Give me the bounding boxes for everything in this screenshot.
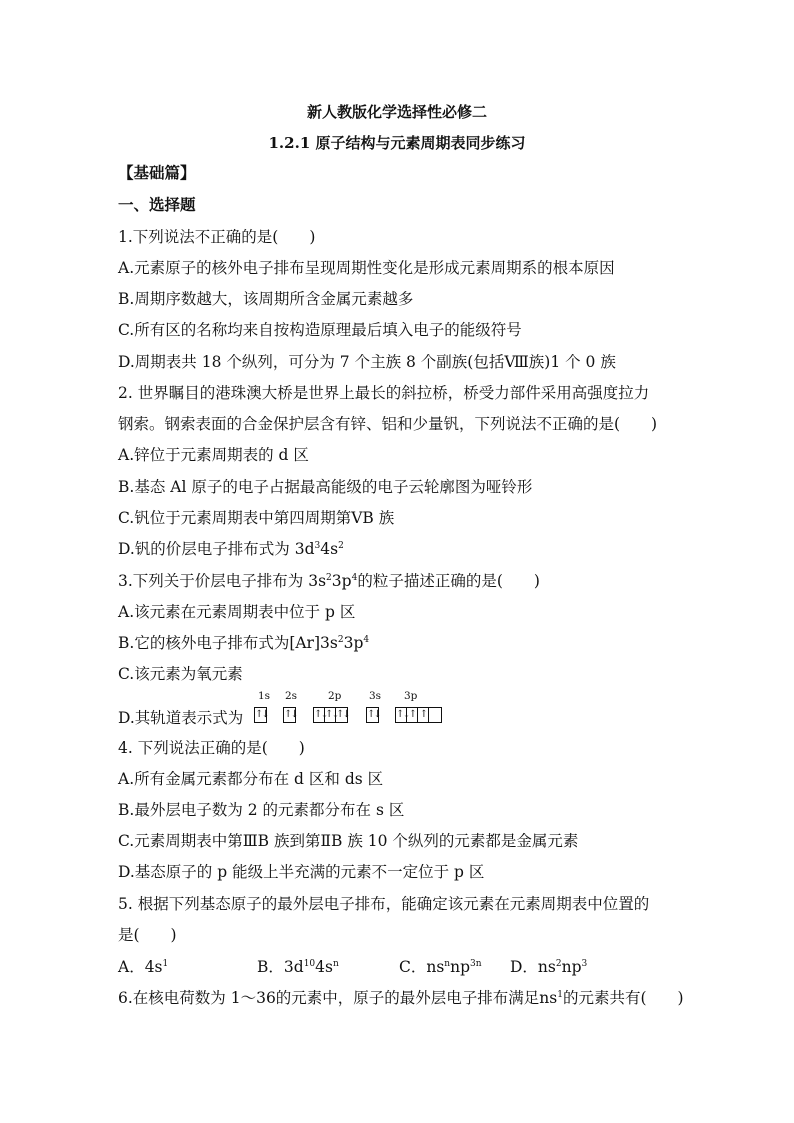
orbital-1s-box bbox=[254, 707, 267, 723]
q3-stem bbox=[118, 571, 540, 591]
q3-b-mid: 3p bbox=[343, 634, 364, 652]
q2-d-mid: 4s bbox=[320, 540, 339, 558]
q3-b-sup2: 4 bbox=[363, 635, 370, 645]
q3-b-prefix: B.它的核外电子排布式为[Ar]3s bbox=[118, 634, 338, 652]
q5-b-sup2: n bbox=[332, 959, 339, 969]
q5-c-mid: np bbox=[450, 958, 470, 976]
q5-d-base: D．ns bbox=[510, 958, 556, 976]
q2-option-c: C.钒位于元素周期表中第四周期第ⅤB 族 bbox=[118, 509, 395, 527]
orbital-box-paired: ↑↓ bbox=[396, 709, 409, 720]
orbital-diagram bbox=[252, 690, 452, 726]
q5-stem-line2: 是( ) bbox=[118, 926, 177, 944]
q2-option-a: A.锌位于元素周期表的 d 区 bbox=[118, 446, 309, 464]
orbital-label-1s: 1s bbox=[258, 690, 271, 702]
q6-stem-sup: 1 bbox=[557, 990, 563, 1000]
q2-d-sup1: 3 bbox=[314, 541, 321, 551]
orbital-3p-box bbox=[395, 707, 442, 723]
q2-d-prefix: D.钒的价层电子排布式为 3d bbox=[118, 540, 315, 558]
orbital-3s-box bbox=[366, 707, 379, 723]
q1-option-d: D.周期表共 18 个纵列，可分为 7 个主族 8 个副族(包括Ⅷ族)1 个 0 族 bbox=[118, 353, 616, 371]
q3-stem-sup1: 2 bbox=[326, 573, 332, 583]
orbital-label-2s: 2s bbox=[285, 690, 298, 702]
q3-stem-prefix: 3.下列关于价层电子排布为 3s bbox=[118, 572, 327, 590]
orbital-box-paired: ↑↓ bbox=[367, 709, 380, 720]
q3-b-sup1: 2 bbox=[337, 635, 344, 645]
orbital-box-paired: ↑↓ bbox=[255, 709, 268, 720]
q5-d-sup2: 3 bbox=[581, 959, 588, 969]
q5-a-sup: 1 bbox=[162, 959, 169, 969]
orbital-box-paired: ↑↓ bbox=[314, 709, 327, 720]
q5-stem-line1: 5. 根据下列基态原子的最外层电子排布，能确定该元素在元素周期表中位置的 bbox=[118, 895, 650, 913]
section-label: 【基础篇】 bbox=[118, 163, 196, 182]
q2-d-sup2: 2 bbox=[338, 541, 344, 551]
q5-a-base: A．4s bbox=[118, 958, 163, 976]
q5-option-b bbox=[257, 957, 339, 977]
orbital-2s-box bbox=[283, 707, 296, 723]
orbital-box-single: ↑ bbox=[407, 708, 418, 722]
q5-b-base: B．3d bbox=[257, 958, 304, 976]
orbital-box-single: ↑ bbox=[418, 708, 429, 722]
q3-option-a: A.该元素在元素周期表中位于 p 区 bbox=[118, 603, 356, 621]
orbital-box-paired: ↑↓ bbox=[325, 709, 338, 720]
q5-c-base: C．ns bbox=[399, 958, 445, 976]
q5-option-a bbox=[118, 957, 168, 977]
orbital-box-paired: ↑↓ bbox=[336, 709, 349, 720]
orbital-label-3p: 3p bbox=[404, 690, 418, 702]
q5-d-sup1: 2 bbox=[555, 959, 562, 969]
q5-c-sup2: 3n bbox=[470, 959, 482, 969]
q2-stem-line1: 2. 世界瞩目的港珠澳大桥是世界上最长的斜拉桥，桥受力部件采用高强度拉力 bbox=[118, 384, 650, 402]
orbital-box-empty bbox=[429, 708, 441, 722]
q5-c-sup1: n bbox=[444, 959, 451, 969]
q4-option-d: D.基态原子的 p 能级上半充满的元素不一定位于 p 区 bbox=[118, 863, 485, 881]
q1-stem: 1.下列说法不正确的是( ) bbox=[118, 228, 316, 246]
q4-option-c: C.元素周期表中第ⅢB 族到第ⅡB 族 10 个纵列的元素都是金属元素 bbox=[118, 832, 579, 850]
q1-option-a: A.元素原子的核外电子排布呈现周期性变化是形成元素周期系的根本原因 bbox=[118, 259, 615, 277]
document-subtitle: 1.2.1 原子结构与元素周期表同步练习 bbox=[268, 134, 526, 152]
q1-option-c: C.所有区的名称均来自按构造原理最后填入电子的能级符号 bbox=[118, 321, 522, 339]
q3-option-d: D.其轨道表示式为 bbox=[118, 709, 244, 727]
q1-option-b: B.周期序数越大，该周期所含金属元素越多 bbox=[118, 290, 414, 308]
orbital-label-3s: 3s bbox=[369, 690, 382, 702]
q6-stem bbox=[118, 988, 684, 1008]
q3-option-b bbox=[118, 633, 369, 653]
q3-stem-suffix: 的粒子描述正确的是( ) bbox=[357, 572, 540, 590]
q6-stem-prefix: 6.在核电荷数为 1～36的元素中，原子的最外层电子排布满足ns bbox=[118, 989, 558, 1007]
q3-stem-mid: 3p bbox=[331, 572, 352, 590]
q2-option-d bbox=[118, 539, 344, 559]
q5-d-mid: np bbox=[561, 958, 582, 976]
document-title: 新人教版化学选择性必修二 bbox=[306, 103, 487, 121]
q6-stem-suffix: 的元素共有( ) bbox=[562, 989, 684, 1007]
orbital-box-paired: ↑↓ bbox=[284, 709, 297, 720]
q3-option-c: C.该元素为氧元素 bbox=[118, 665, 243, 683]
q5-b-mid: 4s bbox=[315, 958, 333, 976]
q4-stem: 4. 下列说法正确的是( ) bbox=[118, 739, 305, 757]
q4-option-b: B.最外层电子数为 2 的元素都分布在 s 区 bbox=[118, 801, 405, 819]
q2-option-b: B.基态 Al 原子的电子占据最高能级的电子云轮廓图为哑铃形 bbox=[118, 478, 533, 496]
q3-stem-sup2: 4 bbox=[351, 573, 358, 583]
orbital-2p-box bbox=[313, 707, 348, 723]
q5-b-sup1: 10 bbox=[303, 959, 316, 969]
q2-stem-line2: 钢索。钢索表面的合金保护层含有锌、铝和少量钒，下列说法不正确的是( ) bbox=[118, 415, 658, 433]
q4-option-a: A.所有金属元素都分布在 d 区和 ds 区 bbox=[118, 770, 384, 788]
q5-option-d bbox=[510, 957, 587, 977]
orbital-label-2p: 2p bbox=[328, 690, 342, 702]
q5-option-c bbox=[399, 957, 482, 977]
part-heading: 一、选择题 bbox=[118, 195, 196, 214]
